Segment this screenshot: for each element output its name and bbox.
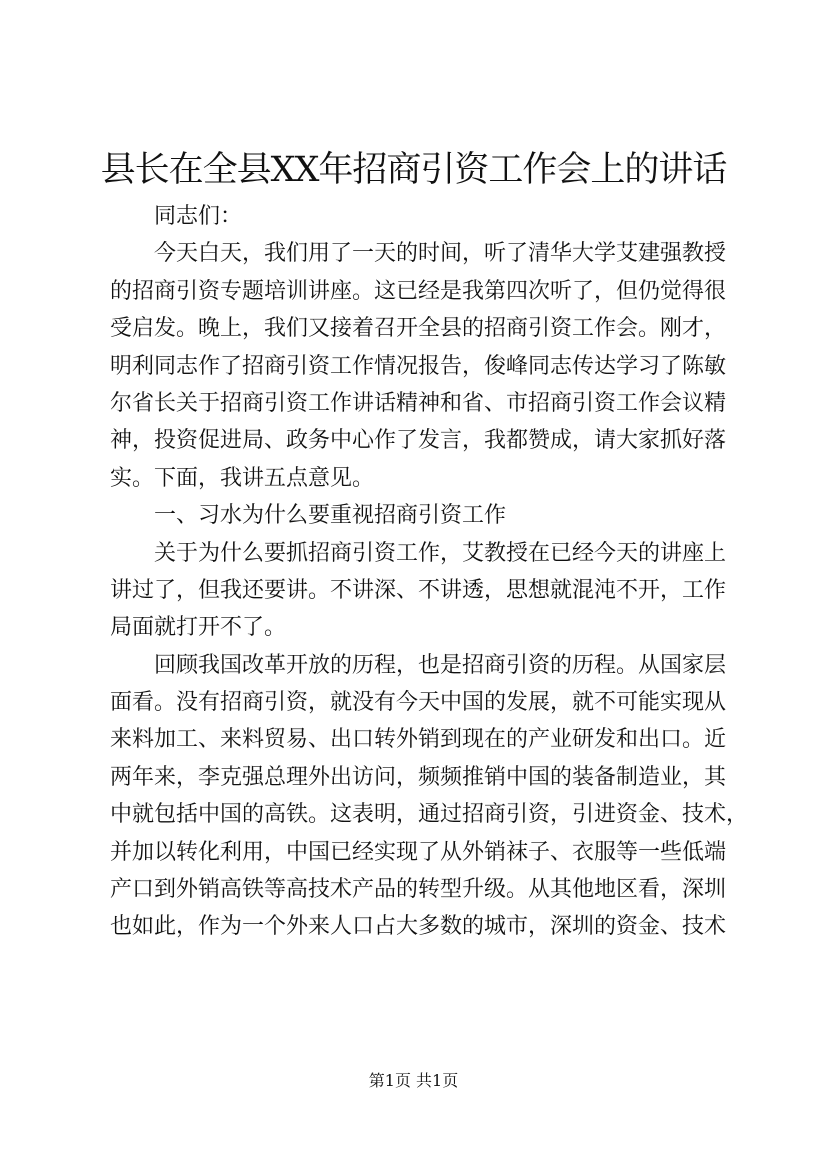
paragraph-line: 明利同志作了招商引资工作情况报告，俊峰同志传达学习了陈敏: [110, 353, 727, 379]
paragraph-line: 来料加工、来料贸易、出口转外销到现在的产业研发和出口。近: [110, 727, 727, 753]
paragraph-line: 关于为什么要抓招商引资工作，艾教授在已经今天的讲座上: [154, 540, 727, 566]
paragraph-line: 神，投资促进局、政务中心作了发言，我都赞成，请大家抓好落: [110, 428, 727, 454]
section-heading: 一、习水为什么要重视招商引资工作: [154, 503, 507, 529]
salutation-line: 同志们：: [154, 204, 243, 229]
paragraph-line: 产口到外销高铁等高技术产品的转型升级。从其他地区看，深圳: [110, 877, 727, 903]
paragraph-line: 回顾我国改革开放的历程，也是招商引资的历程。从国家层: [154, 652, 727, 678]
paragraph-line: 尔省长关于招商引资工作讲话精神和省、市招商引资工作会议精: [110, 390, 727, 416]
paragraph-line: 面看。没有招商引资，就没有今天中国的发展，就不可能实现从: [110, 690, 727, 716]
paragraph-line: 并加以转化利用，中国已经实现了从外销袜子、衣服等一些低端: [110, 839, 727, 865]
page-number: 第1页 共1页: [368, 1071, 459, 1090]
paragraph-line: 受启发。晚上，我们又接着召开全县的招商引资工作会。刚才，: [110, 316, 727, 342]
paragraph-line: 的招商引资专题培训讲座。这已经是我第四次听了，但仍觉得很: [110, 278, 727, 304]
paragraph-line: 局面就打开不了。: [110, 615, 287, 641]
document-title: 县长在全县XX年招商引资工作会上的讲话: [100, 150, 727, 190]
paragraph-line: 两年来，李克强总理外出访问，频频推销中国的装备制造业，其: [110, 764, 727, 790]
paragraph-line: 讲过了，但我还要讲。不讲深、不讲透，思想就混沌不开，工作: [110, 577, 727, 603]
paragraph-line: 中就包括中国的高铁。这表明，通过招商引资，引进资金、技术，: [110, 802, 749, 828]
paragraph-line: 今天白天，我们用了一天的时间，听了清华大学艾建强教授: [154, 241, 727, 267]
document-body: [110, 198, 749, 946]
paragraph-line: 实。下面，我讲五点意见。: [110, 465, 375, 491]
paragraph-line: 也如此，作为一个外来人口占大多数的城市，深圳的资金、技术: [110, 914, 727, 940]
